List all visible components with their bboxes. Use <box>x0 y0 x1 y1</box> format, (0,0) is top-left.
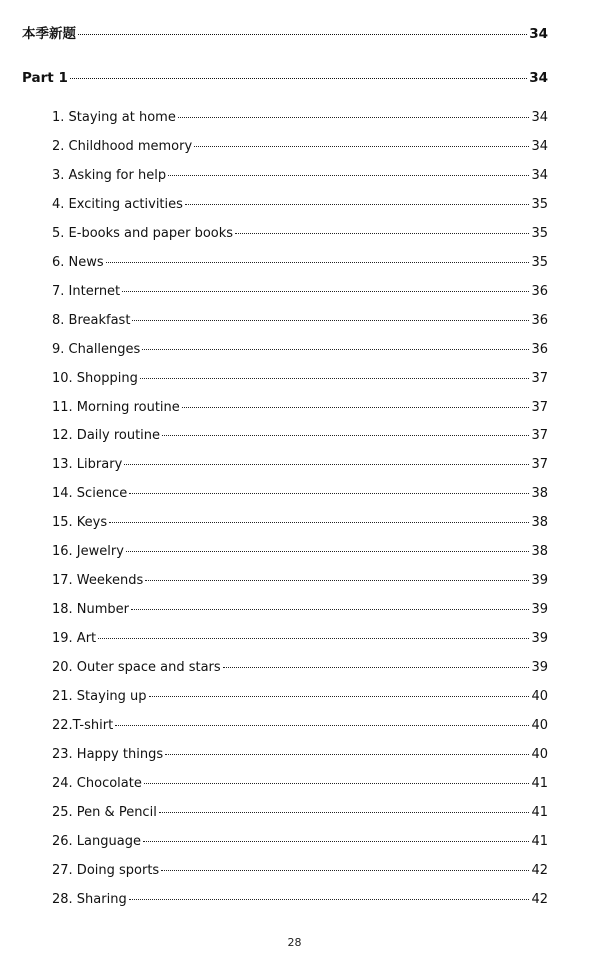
toc-entry[interactable] <box>52 718 548 733</box>
toc-entry[interactable] <box>52 400 548 415</box>
toc-entry-page: 35 <box>531 196 548 212</box>
toc-entry-label: 26. Language <box>52 833 141 849</box>
dot-leader <box>106 262 530 263</box>
toc-entry-label: 11. Morning routine <box>52 399 180 415</box>
toc-heading-page: 34 <box>529 26 548 42</box>
dot-leader <box>126 551 530 552</box>
toc-entry-page: 35 <box>531 225 548 241</box>
toc-entry-label: 23. Happy things <box>52 746 164 762</box>
dot-leader <box>161 870 529 871</box>
dot-leader <box>162 435 529 436</box>
dot-leader <box>109 522 529 523</box>
toc-entry-label: 3. Asking for help <box>52 167 167 183</box>
toc-entry-label: 10. Shopping <box>52 370 138 386</box>
toc-entry-page: 41 <box>531 775 548 791</box>
toc-heading[interactable] <box>22 22 548 42</box>
toc-entry[interactable] <box>52 371 548 386</box>
dot-leader <box>129 899 530 900</box>
toc-entry-page: 36 <box>531 341 548 357</box>
toc-entry[interactable] <box>52 805 548 820</box>
toc-part-1[interactable] <box>22 70 548 86</box>
toc-entry[interactable] <box>52 255 548 270</box>
toc-entry-page: 36 <box>531 312 548 328</box>
toc-entry[interactable] <box>52 457 548 472</box>
toc-entry-label: 8. Breakfast <box>52 312 131 328</box>
dot-leader <box>149 696 530 697</box>
toc-entry-label: 7. Internet <box>52 283 121 299</box>
toc-entry-label: 1. Staying at home <box>52 110 176 125</box>
toc-entry[interactable] <box>52 660 548 675</box>
toc-entry-page: 41 <box>531 833 548 849</box>
toc-entry-label: 24. Chocolate <box>52 775 142 791</box>
dot-leader <box>182 407 530 408</box>
toc-entry[interactable] <box>52 834 548 849</box>
toc-part-label: Part 1 <box>22 70 68 86</box>
dot-leader <box>124 464 529 465</box>
toc-entry-label: 28. Sharing <box>52 891 127 907</box>
toc-entry-page: 36 <box>531 283 548 299</box>
dot-leader <box>223 667 530 668</box>
dot-leader <box>122 291 529 292</box>
toc-entry-label: 9. Challenges <box>52 341 141 357</box>
toc-entry[interactable] <box>52 110 548 125</box>
toc-entry-label: 25. Pen & Pencil <box>52 804 157 820</box>
toc-entry[interactable] <box>52 428 548 443</box>
toc-entry-label: 27. Doing sports <box>52 862 160 878</box>
toc-entry-label: 15. Keys <box>52 515 108 531</box>
toc-entry[interactable] <box>52 486 548 501</box>
dot-leader <box>115 725 529 726</box>
toc-entry-page: 42 <box>531 862 548 878</box>
toc-entry[interactable] <box>52 544 548 559</box>
toc-entry[interactable] <box>52 284 548 299</box>
dot-leader <box>132 320 529 321</box>
toc-entry-page: 39 <box>531 660 548 676</box>
dot-leader <box>70 78 527 79</box>
dot-leader <box>165 754 529 755</box>
toc-entry-page: 38 <box>531 515 548 531</box>
toc-entry-label: 6. News <box>52 254 104 270</box>
dot-leader <box>235 233 529 234</box>
toc-entry-page: 37 <box>531 457 548 473</box>
toc-entry-page: 40 <box>531 746 548 762</box>
toc-entry[interactable] <box>52 197 548 212</box>
dot-leader <box>178 117 530 118</box>
toc-entry[interactable] <box>52 776 548 791</box>
toc-entry-page: 35 <box>531 254 548 270</box>
toc-entry[interactable] <box>52 168 548 183</box>
toc-entry-label: 2. Childhood memory <box>52 138 193 154</box>
toc-entry-label: 14. Science <box>52 486 128 502</box>
toc-entry-page: 39 <box>531 573 548 589</box>
page-number: 28 <box>287 936 302 949</box>
toc-heading-label: 本季新题 <box>22 26 76 42</box>
toc-entry-page: 37 <box>531 399 548 415</box>
dot-leader <box>159 812 530 813</box>
toc-entry[interactable] <box>52 313 548 328</box>
toc-entry-page: 40 <box>531 717 548 733</box>
toc-entry-label: 4. Exciting activities <box>52 196 183 212</box>
toc-entry-page: 41 <box>531 804 548 820</box>
toc-entry-page: 34 <box>531 167 548 183</box>
toc-entry[interactable] <box>52 602 548 617</box>
toc-entry-label: 16. Jewelry <box>52 544 124 560</box>
toc-entry-label: 17. Weekends <box>52 573 144 589</box>
toc-entry-label: 5. E-books and paper books <box>52 225 234 241</box>
dot-leader <box>78 34 527 35</box>
toc-entry[interactable] <box>52 631 548 646</box>
toc-entry-label: 20. Outer space and stars <box>52 660 221 676</box>
toc-entry[interactable] <box>52 747 548 762</box>
dot-leader <box>168 175 529 176</box>
toc-entry-page: 37 <box>531 370 548 386</box>
toc-entry-label: 12. Daily routine <box>52 428 161 444</box>
toc-entry-label: 13. Library <box>52 457 123 473</box>
dot-leader <box>143 841 529 842</box>
toc-entry-label: 19. Art <box>52 631 97 647</box>
dot-leader <box>140 378 530 379</box>
toc-entry-label: 18. Number <box>52 602 130 618</box>
toc-entry[interactable] <box>52 342 548 357</box>
toc-entry-page: 34 <box>531 110 548 125</box>
toc-entry[interactable] <box>52 892 548 907</box>
toc-entry[interactable] <box>52 573 548 588</box>
toc-entry-page: 39 <box>531 631 548 647</box>
toc-entry[interactable] <box>52 226 548 241</box>
dot-leader <box>145 580 529 581</box>
toc-entry-page: 42 <box>531 891 548 907</box>
dot-leader <box>131 609 529 610</box>
dot-leader <box>144 783 530 784</box>
toc-part-page: 34 <box>529 70 548 86</box>
toc-entry-page: 38 <box>531 486 548 502</box>
dot-leader <box>129 493 529 494</box>
dot-leader <box>194 146 529 147</box>
toc-entry-page: 37 <box>531 428 548 444</box>
toc-entry-page: 34 <box>531 138 548 154</box>
dot-leader <box>98 638 529 639</box>
toc-entry[interactable] <box>52 139 548 154</box>
toc-entry[interactable] <box>52 863 548 878</box>
dot-leader <box>142 349 529 350</box>
dot-leader <box>185 204 530 205</box>
toc-entry-page: 39 <box>531 602 548 618</box>
toc-entry-label: 21. Staying up <box>52 689 147 704</box>
toc-entry[interactable] <box>52 515 548 530</box>
toc-entry-label: 22.T-shirt <box>52 717 114 733</box>
toc-entry[interactable] <box>52 689 548 704</box>
toc-entry-page: 38 <box>531 544 548 560</box>
toc-entry-page: 40 <box>531 689 548 704</box>
